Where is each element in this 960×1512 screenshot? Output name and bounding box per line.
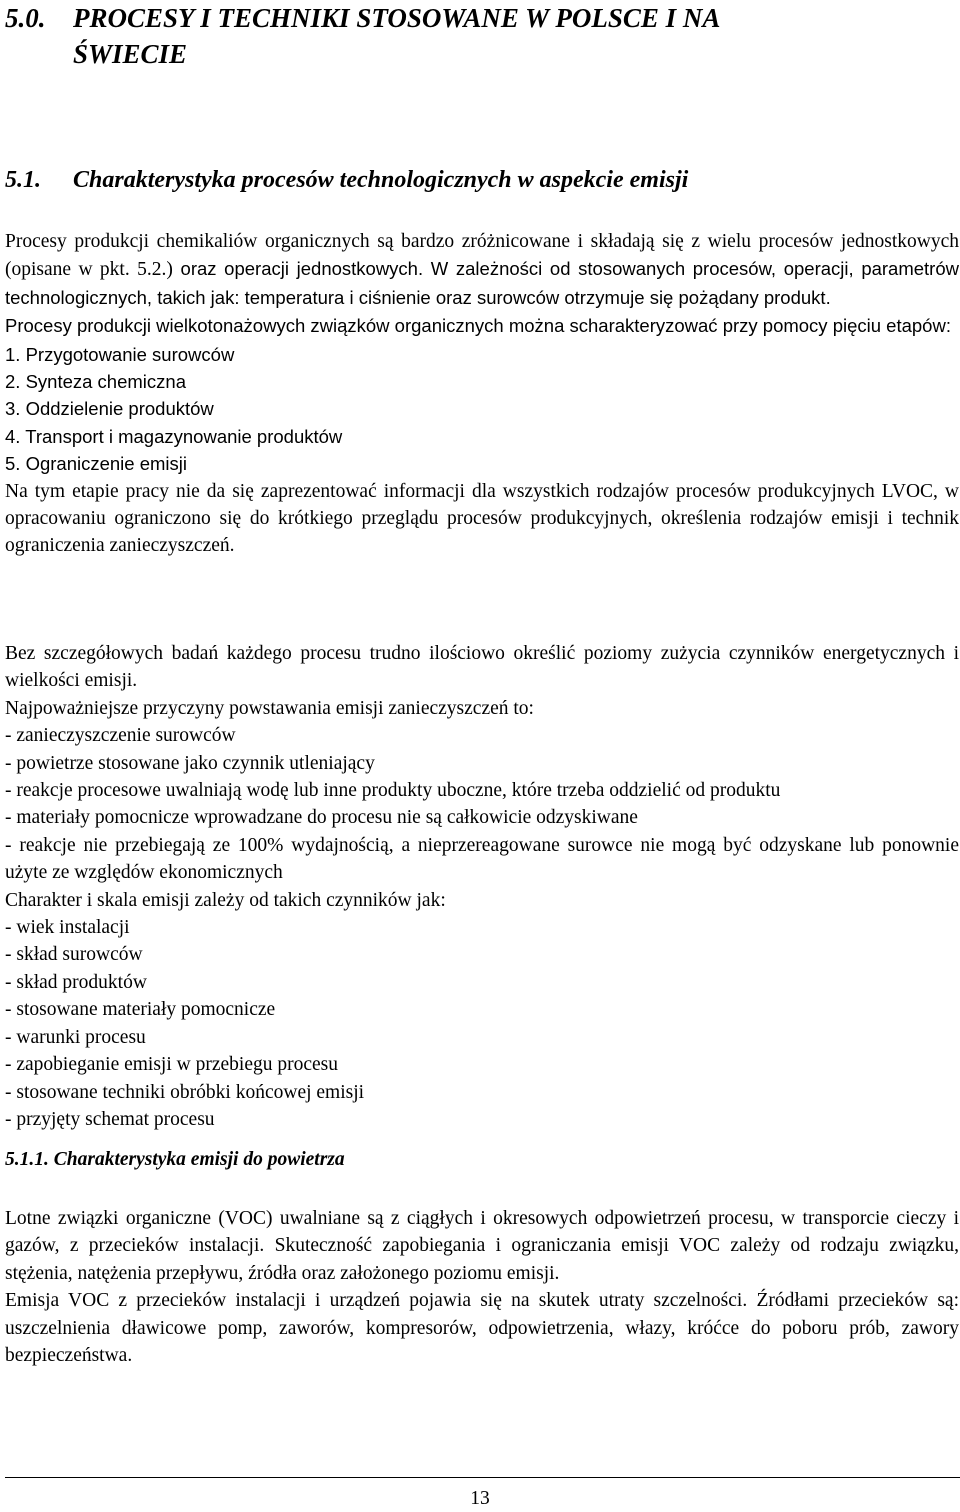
page-number: 13 xyxy=(470,1488,490,1509)
air-block xyxy=(5,1205,959,1369)
emissions-paragraph-3: Charakter i skala emisji zależy od takich czynników jak: xyxy=(5,889,446,911)
chapter-heading xyxy=(5,0,720,72)
intro-paragraph-2: Procesy produkcji wielkotonażowych związków organicznych można scharakteryzować przy pomocy pięciu etapów: xyxy=(5,315,951,337)
air-paragraph-2: Emisja VOC z przecieków instalacji i urządzeń pojawia się na skutek utraty szczelności. Źródłami przecieków są: uszczelnienia dławicowe pomp, zaworów, kompresorów, odpowietrzenia, włazy, króćce do poboru prób, zawory bezpieczeństwa. xyxy=(5,1290,959,1367)
cause-item: - reakcje nie przebiegają ze 100% wydajnością, a nieprzereagowane surowce nie mogą być odzyskane lub ponownie użyte ze względów ekonomicznych xyxy=(5,834,959,884)
step-item: 5. Ograniczenie emisji xyxy=(5,453,187,475)
cause-item: - materiały pomocnicze wprowadzane do procesu nie są całkowicie odzyskiwane xyxy=(5,807,638,829)
factor-item: - zapobieganie emisji w przebiegu procesu xyxy=(5,1054,338,1076)
section-number: 5.1. xyxy=(5,167,41,193)
chapter-number: 5.0. xyxy=(5,3,46,33)
step-item: 1. Przygotowanie surowców xyxy=(5,343,235,365)
factor-item: - skład produktów xyxy=(5,971,147,993)
steps-list xyxy=(5,341,959,478)
chapter-title-line1: PROCESY I TECHNIKI STOSOWANE W POLSCE I NA xyxy=(73,3,721,33)
intro-paragraph-1 xyxy=(5,228,959,312)
emissions-paragraph-2: Najpoważniejsze przyczyny powstawania emisji zanieczyszczeń to: xyxy=(5,697,534,719)
step-item: 4. Transport i magazynowanie produktów xyxy=(5,425,343,447)
step-item: 3. Oddzielenie produktów xyxy=(5,398,214,420)
air-paragraph-1: Lotne związki organiczne (VOC) uwalniane są z ciągłych i okresowych odpowietrzeń procesu, w transporcie cieczy i gazów, z przecieków instalacji. Skuteczność zapobiegania i ograniczania emisji VOC zależy od rodzaju związku, stężenia, natężenia przepływu, źródła oraz założonego poziomu emisji. xyxy=(5,1208,959,1284)
intro-paragraph-1-serif: Procesy produkcji chemikaliów organicznych są bardzo zróżnicowane i składają się z wielu procesów jednostkowych (opisane w pkt. 5.2.) xyxy=(5,231,959,281)
emissions-paragraph-1: Bez szczegółowych badań każdego procesu trudno ilościowo określić poziomy zużycia czynników energetycznych i wielkości emisji. xyxy=(5,643,959,692)
factor-item: - stosowane techniki obróbki końcowej emisji xyxy=(5,1081,365,1103)
causes-list xyxy=(5,722,959,886)
factor-item: - przyjęty schemat procesu xyxy=(5,1108,215,1130)
intro-paragraph-1-sans: oraz operacji jednostkowych. W zależności od stosowanych procesów, operacji, parametrów technologicznych, takich jak: temperatura i ciśnienie oraz surowców otrzymuje się pożądany produkt. xyxy=(5,258,959,308)
step-item: 2. Synteza chemiczna xyxy=(5,371,186,393)
chapter-title-line2: ŚWIECIE xyxy=(73,39,188,69)
factors-list xyxy=(5,914,959,1133)
intro-paragraph-3: Na tym etapie pracy nie da się zaprezentować informacji dla wszystkich rodzajów procesów produkcyjnych LVOC, w opracowaniu ograniczono się do krótkiego przeglądu procesów produkcyjnych, określenia rodzajów emisji i technik ograniczenia zanieczyszczeń. xyxy=(5,480,959,557)
subsection-heading xyxy=(5,1146,345,1174)
section-heading xyxy=(5,164,688,196)
footer-rule xyxy=(5,1477,960,1478)
factor-item: - wiek instalacji xyxy=(5,917,130,939)
cause-item: - reakcje procesowe uwalniają wodę lub inne produkty uboczne, które trzeba oddzielić od produktu xyxy=(5,780,781,802)
factor-item: - skład surowców xyxy=(5,944,143,966)
section-title: Charakterystyka procesów technologicznych w aspekcie emisji xyxy=(73,167,689,193)
cause-item: - zanieczyszczenie surowców xyxy=(5,725,236,747)
factor-item: - warunki procesu xyxy=(5,1026,146,1048)
subsection-title: Charakterystyka emisji do powietrza xyxy=(53,1149,345,1170)
factor-item: - stosowane materiały pomocnicze xyxy=(5,999,276,1021)
intro-block xyxy=(5,228,959,560)
emissions-block xyxy=(5,640,959,1133)
subsection-number: 5.1.1. xyxy=(5,1149,49,1170)
cause-item: - powietrze stosowane jako czynnik utleniający xyxy=(5,752,375,774)
